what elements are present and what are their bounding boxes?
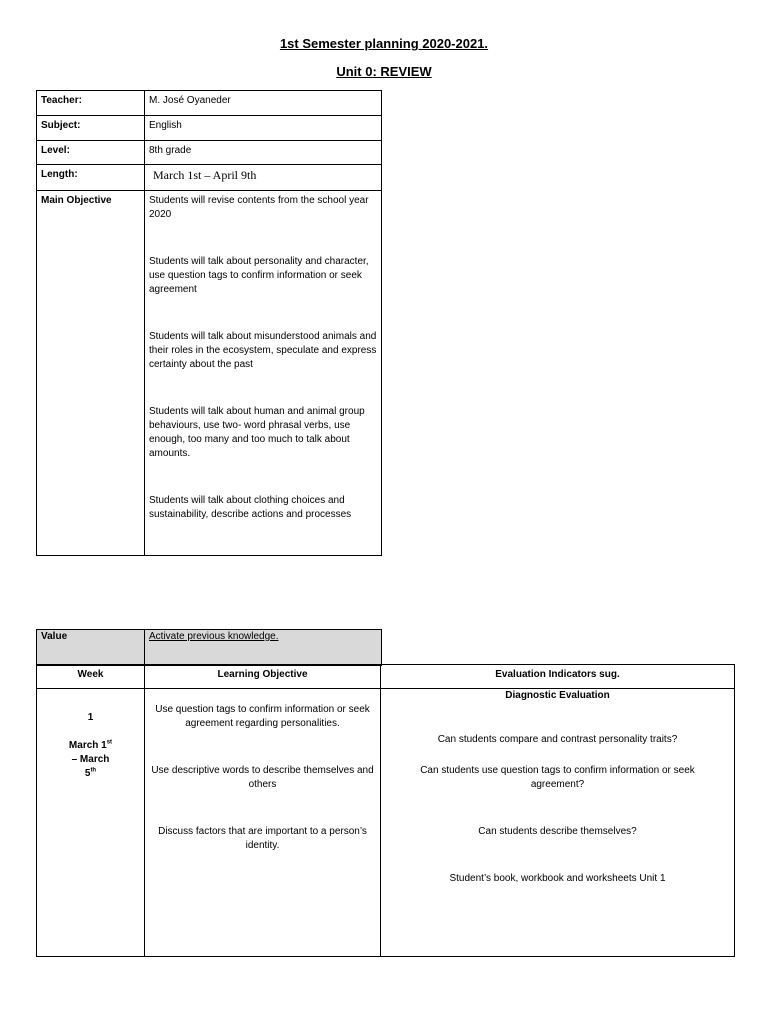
week-header: Week bbox=[37, 665, 145, 689]
indicators-header: Evaluation Indicators sug. bbox=[381, 665, 735, 689]
unit-title: Unit 0: REVIEW bbox=[336, 64, 432, 79]
week-start: March 1st bbox=[68, 739, 113, 751]
level-row bbox=[37, 141, 382, 165]
objective-item: Students will talk about personality and character, use question tags to confirm information or seek agreement bbox=[149, 256, 369, 295]
teacher-row bbox=[37, 91, 382, 116]
value-label: Value bbox=[37, 630, 145, 666]
level-value: 8th grade bbox=[145, 141, 382, 165]
week-cell bbox=[37, 689, 145, 957]
learning-objective-item: Use question tags to confirm information or seek agreement regarding personalities. bbox=[155, 704, 370, 729]
plan-header-row bbox=[37, 665, 735, 689]
length-value: March 1st – April 9th bbox=[145, 165, 382, 191]
objective-row bbox=[37, 191, 382, 556]
length-label: Length: bbox=[37, 165, 145, 191]
subject-label: Subject: bbox=[37, 116, 145, 141]
objective-item: Students will talk about misunderstood animals and their roles in the ecosystem, speculate and express certainty about the past bbox=[149, 331, 377, 370]
objective-list bbox=[145, 191, 382, 556]
objective-item: Students will talk about human and animal group behaviours, use two- word phrasal verbs, use enough, too many and too much to talk about amounts. bbox=[149, 406, 365, 459]
learning-objective-item: Use descriptive words to describe themselves and others bbox=[151, 765, 374, 790]
objective-item: Students will revise contents from the school year 2020 bbox=[149, 195, 369, 220]
objective-item: Students will talk about clothing choices and sustainability, describe actions and processes bbox=[149, 495, 352, 520]
objective-header: Learning Objective bbox=[145, 665, 381, 689]
teacher-value: M. José Oyaneder bbox=[145, 91, 382, 116]
subject-row bbox=[37, 116, 382, 141]
learning-objective-item: Discuss factors that are important to a person’s identity. bbox=[158, 826, 367, 851]
indicator-item: Student’s book, workbook and worksheets Unit 1 bbox=[449, 873, 666, 884]
indicator-item: Can students compare and contrast personality traits? bbox=[437, 734, 678, 745]
value-table bbox=[36, 629, 382, 666]
plan-table bbox=[36, 664, 735, 957]
page-title: 1st Semester planning 2020-2021. bbox=[279, 36, 489, 51]
objective-label: Main Objective bbox=[37, 191, 145, 556]
info-table bbox=[36, 90, 382, 556]
teacher-label: Teacher: bbox=[37, 91, 145, 116]
length-row bbox=[37, 165, 382, 191]
subject-value: English bbox=[145, 116, 382, 141]
week-number: 1 bbox=[87, 712, 94, 723]
indicators-cell bbox=[381, 689, 735, 957]
week-end-day: 5th bbox=[84, 767, 97, 779]
indicator-item: Can students use question tags to confirm information or seek agreement? bbox=[420, 765, 695, 790]
value-text: Activate previous knowledge. bbox=[145, 630, 382, 666]
learning-objective-cell bbox=[145, 689, 381, 957]
value-row bbox=[37, 630, 382, 666]
week-row bbox=[37, 689, 735, 957]
level-label: Level: bbox=[37, 141, 145, 165]
evaluation-heading: Diagnostic Evaluation bbox=[505, 690, 610, 701]
week-end-month: – March bbox=[71, 754, 110, 765]
indicator-item: Can students describe themselves? bbox=[478, 826, 637, 837]
